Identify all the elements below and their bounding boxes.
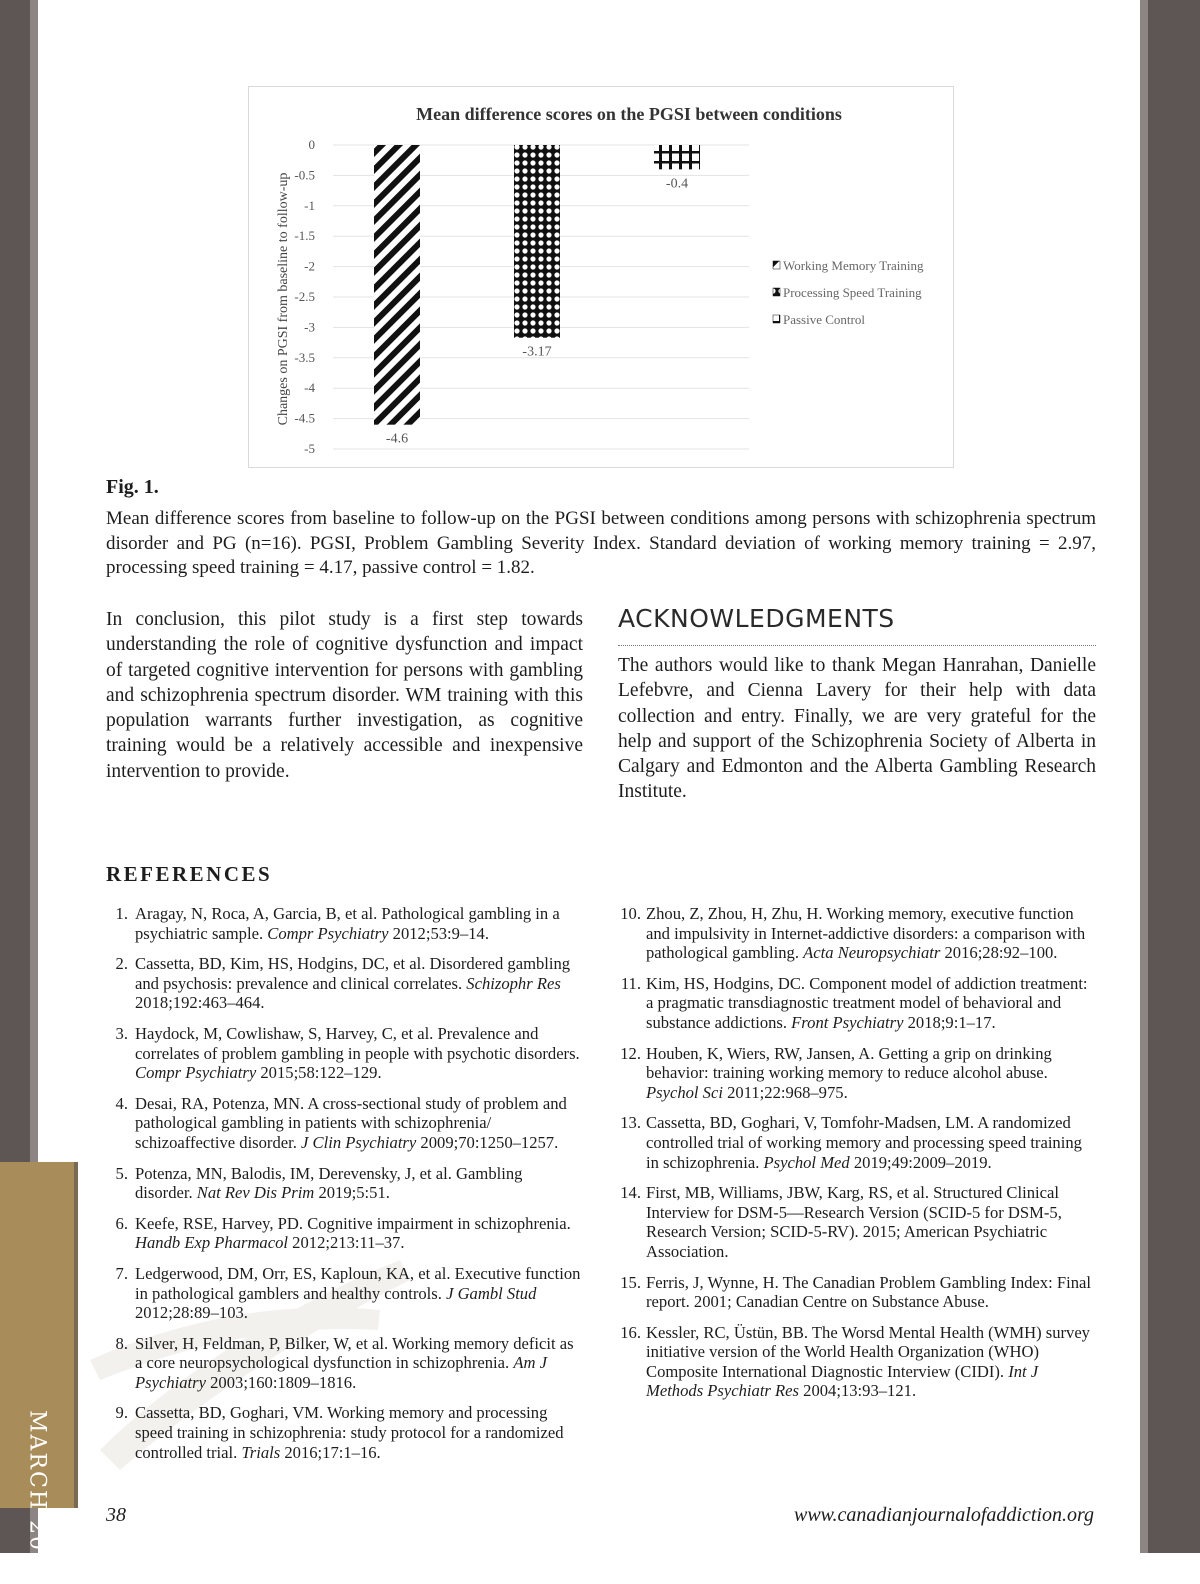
reference-item — [617, 1113, 1097, 1172]
references-list-right — [617, 904, 1097, 1412]
bar-value-label: -3.17 — [522, 344, 552, 360]
legend — [773, 258, 924, 327]
reference-citation: 2018;192:463–464. — [135, 993, 265, 1013]
reference-journal: Acta Neuropsychiatr — [803, 943, 941, 963]
reference-number: 1. — [115, 904, 128, 923]
reference-item — [106, 1214, 584, 1253]
y-tick-label: -3.5 — [294, 349, 315, 365]
reference-text: Ferris, J, Wynne, H. The Canadian Problem Gambling Index: Final report. 2001; Canadian Centre on Substance Abuse. — [646, 1272, 1091, 1312]
acknowledgments-heading: ACKNOWLEDGMENTS — [618, 604, 895, 633]
y-tick-label: -3 — [304, 319, 315, 335]
legend-label: Processing Speed Training — [783, 285, 922, 300]
y-tick-label: -1.5 — [294, 228, 315, 244]
reference-number: 6. — [115, 1213, 128, 1233]
reference-journal: J Clin Psychiatry — [301, 1132, 417, 1152]
reference-text: First, MB, Williams, JBW, Karg, RS, et al. Structured Clinical Interview for DSM-5—Research Version (SCID-5 for DSM-5, Research Version; SCID-5-RV). 2015; American Psychiatric Association. — [646, 1183, 1062, 1261]
reference-journal: Handb Exp Pharmacol — [135, 1233, 289, 1253]
reference-journal: Front Psychiatry — [791, 1012, 904, 1032]
bar-1 — [374, 145, 420, 425]
reference-citation: 2012;53:9–14. — [392, 923, 489, 943]
reference-text: Cassetta, BD, Kim, HS, Hodgins, DC, et al. Disordered gambling and psychosis: prevalence and clinical correlates. — [135, 954, 571, 993]
reference-item — [106, 954, 584, 1013]
reference-journal: Schizophr Res — [466, 973, 561, 993]
reference-text: Cassetta, BD, Goghari, V, Tomfohr-Madsen, LM. A randomized controlled trial of working memory and processing speed training in schizophrenia. — [646, 1113, 1082, 1172]
reference-number: 12. — [620, 1043, 641, 1063]
y-ticks — [294, 137, 315, 456]
y-tick-label: -5 — [304, 441, 315, 456]
chart-canvas — [249, 87, 953, 467]
y-tick-label: 0 — [308, 137, 315, 152]
reference-number: 10. — [620, 904, 641, 923]
reference-citation: 2012;213:11–37. — [292, 1233, 405, 1253]
bar-value-label: -4.6 — [385, 431, 409, 447]
reference-journal: Am J Psychiatry — [135, 1353, 547, 1392]
reference-number: 9. — [115, 1403, 128, 1423]
reference-number: 2. — [115, 954, 128, 974]
reference-number: 7. — [115, 1263, 128, 1283]
y-tick-label: -4.5 — [294, 410, 315, 426]
reference-text: Houben, K, Wiers, RW, Jansen, A. Getting a grip on drinking behavior: training working memory to reduce alcohol abuse. — [646, 1043, 1052, 1083]
reference-journal: Psychol Med — [763, 1152, 850, 1172]
reference-text: Cassetta, BD, Goghari, VM. Working memory and processing speed training in schizophrenia: study protocol for a randomized controlled trial. — [135, 1403, 564, 1462]
reference-journal: Nat Rev Dis Prim — [196, 1183, 315, 1203]
conclusion-paragraph: In conclusion, this pilot study is a first step towards understanding the role of cognitive dysfunction and impact of targeted cognitive intervention for persons with gambling and schizophrenia spectrum disorder. WM training with this population warrants further investigation, as cognitive training would be a relatively accessible and inexpensive intervention to provide. — [106, 609, 583, 782]
reference-item — [617, 1183, 1097, 1261]
reference-item — [106, 1164, 584, 1203]
y-tick-label: -2 — [304, 258, 315, 274]
reference-journal: Int J Methods Psychiatr Res — [646, 1361, 1039, 1401]
pgsi-chart — [248, 86, 954, 468]
reference-citation: 2016;17:1–16. — [284, 1442, 381, 1462]
y-tick-label: -2.5 — [294, 289, 315, 304]
reference-number: 4. — [115, 1093, 128, 1113]
reference-number: 16. — [620, 1322, 641, 1342]
reference-number: 13. — [620, 1113, 641, 1133]
reference-item — [617, 1323, 1097, 1401]
y-tick-label: -4 — [304, 380, 315, 396]
bars — [374, 145, 700, 447]
reference-journal: Trials — [241, 1442, 281, 1462]
reference-journal: Psychol Sci — [646, 1082, 723, 1102]
reference-item — [106, 1264, 584, 1323]
reference-text: Haydock, M, Cowlishaw, S, Harvey, C, et al. Prevalence and correlates of problem gambling in people with psychotic disorders. — [135, 1023, 580, 1063]
reference-journal: J Gambl Stud — [446, 1283, 537, 1303]
reference-journal: Compr Psychiatry — [135, 1063, 257, 1083]
reference-citation: 2004;13:93–121. — [803, 1381, 917, 1401]
reference-item — [617, 1044, 1097, 1103]
reference-text: Desai, RA, Potenza, MN. A cross-sectional study of problem and pathological gambling in patients with schizophrenia/ schizoaffective disorder. — [135, 1093, 567, 1152]
references-list-left — [106, 904, 584, 1473]
reference-citation: 2015;58:122–129. — [260, 1063, 382, 1083]
reference-item — [617, 1273, 1097, 1312]
reference-number: 5. — [115, 1163, 128, 1183]
y-tick-label: -0.5 — [294, 167, 315, 183]
bar-value-label: -0.4 — [665, 176, 689, 192]
reference-citation: 2009;70:1250–1257. — [420, 1132, 559, 1152]
reference-journal: Compr Psychiatry — [267, 923, 389, 943]
reference-item — [617, 904, 1097, 963]
page-number: 38 — [106, 1504, 126, 1526]
reference-item — [106, 904, 584, 943]
website-url: www.canadianjournalofaddiction.org — [793, 1504, 1094, 1526]
reference-text: Kessler, RC, Üstün, BB. The Worsd Mental Health (WMH) survey initiative version of the World Health Organization (WHO) Composite International Diagnostic Interview (CIDI). — [646, 1322, 1090, 1381]
legend-label: Working Memory Training — [783, 258, 924, 273]
reference-citation: 2016;28:92–100. — [944, 943, 1058, 963]
bar-2 — [514, 145, 560, 338]
reference-item — [106, 1024, 584, 1083]
reference-item — [106, 1403, 584, 1462]
reference-item — [106, 1334, 584, 1393]
reference-number: 15. — [620, 1272, 641, 1292]
reference-text: Ledgerwood, DM, Orr, ES, Kaploun, KA, et al. Executive function in pathological gamblers and healthy controls. — [135, 1263, 581, 1303]
reference-citation: 2019;5:51. — [318, 1183, 390, 1203]
reference-text: Zhou, Z, Zhou, H, Zhu, H. Working memory, executive function and impulsivity in Internet-addictive disorders: a comparison with pathological gambling. — [646, 904, 1086, 963]
reference-number: 11. — [620, 973, 641, 993]
reference-number: 3. — [115, 1023, 128, 1043]
reference-citation: 2003;160:1809–1816. — [210, 1372, 357, 1392]
reference-number: 14. — [620, 1183, 641, 1203]
references-heading: REFERENCES — [106, 862, 273, 886]
acknowledgments-body: The authors would like to thank Megan Hanrahan, Danielle Lefebvre, and Cienna Lavery for their help with data collection and entry. Finally, we are very grateful for the help and support of the Schizophrenia Society of Alberta in Calgary and Edmonton and the Alberta Gambling Research Institute. — [618, 655, 1096, 803]
reference-text: Kim, HS, Hodgins, DC. Component model of addiction treatment: a pragmatic transdiagnostic treatment model of behavioral and substance addictions. — [646, 973, 1088, 1032]
reference-item — [617, 974, 1097, 1033]
legend-swatch — [773, 288, 780, 296]
right-sidebar — [1148, 0, 1200, 1553]
reference-text: Potenza, MN, Balodis, IM, Derevensky, J, et al. Gambling disorder. — [135, 1163, 523, 1203]
reference-text: Aragay, N, Roca, A, Garcia, B, et al. Pathological gambling in a psychiatric sample. — [135, 904, 560, 943]
figure-label: Fig. 1. — [106, 476, 159, 498]
y-axis-label: Changes on PGSI from baseline to follow-up — [276, 172, 291, 426]
reference-text: Silver, H, Feldman, P, Bilker, W, et al. Working memory deficit as a core neuropsychological dysfunction in schizophrenia. — [135, 1333, 574, 1373]
reference-text: Keefe, RSE, Harvey, PD. Cognitive impairment in schizophrenia. — [135, 1213, 571, 1233]
reference-citation: 2011;22:968–975. — [727, 1082, 848, 1102]
acknowledgments-divider — [618, 645, 1096, 646]
bar-3 — [654, 145, 700, 169]
reference-item — [106, 1094, 584, 1153]
issue-date: MARCH 2021 — [24, 1410, 50, 1584]
figure-caption: Mean difference scores from baseline to follow-up on the PGSI between conditions among persons with schizophrenia spectrum disorder and PG (n=16). PGSI, Problem Gambling Severity Index. Standard deviation of working memory training = 2.97, processing speed training = 4.17, passive control = 1.82. — [106, 508, 1096, 578]
legend-swatch — [773, 261, 780, 269]
y-tick-label: -1 — [304, 197, 315, 213]
reference-citation: 2019;49:2009–2019. — [853, 1152, 992, 1172]
reference-number: 8. — [115, 1333, 128, 1353]
legend-label: Passive Control — [783, 312, 865, 327]
right-sidebar-stripe — [1140, 0, 1148, 1553]
legend-swatch — [773, 315, 780, 323]
reference-citation: 2018;9:1–17. — [907, 1012, 996, 1032]
chart-title: Mean difference scores on the PGSI between conditions — [416, 104, 842, 124]
reference-citation: 2012;28:89–103. — [135, 1303, 248, 1323]
